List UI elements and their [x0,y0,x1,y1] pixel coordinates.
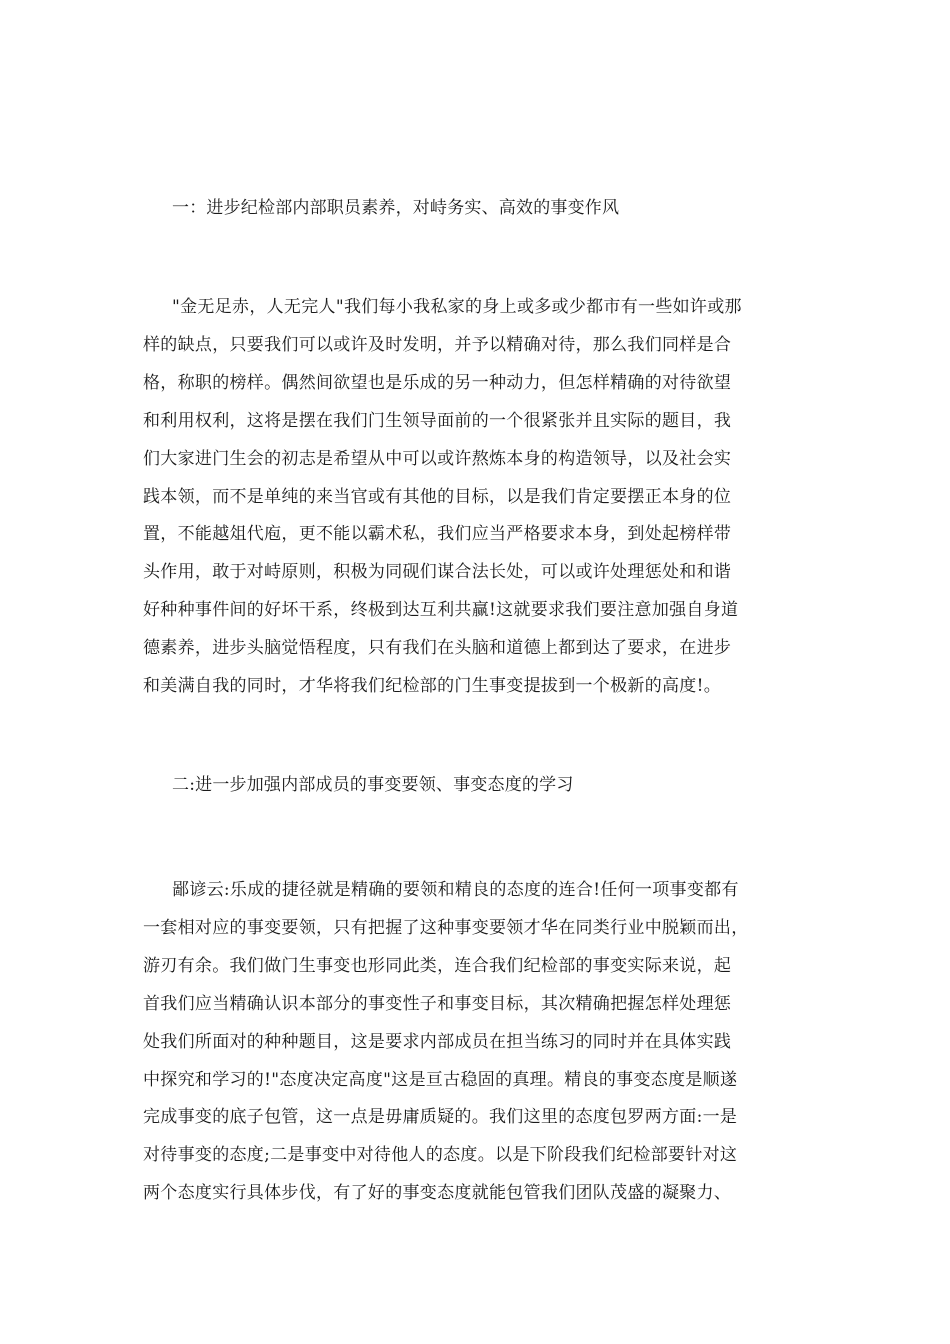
paragraph-line: 中探究和学习的!"态度决定高度"这是亘古稳固的真理。精良的事变态度是顺遂 [143,1069,738,1090]
section-paragraph-2 [143,872,807,1213]
paragraph-line: 好种种事件间的好坏干系，终极到达互利共赢!这就要求我们要注意加强自身道 [143,600,739,621]
section-paragraph-1 [143,289,807,706]
section-heading-2: 二:进一步加强内部成员的事变要领、事变态度的学习 [172,775,574,795]
paragraph-line: 首我们应当精确认识本部分的事变性子和事变目标，其次精确把握怎样处理惩 [143,993,732,1014]
paragraph-line: 们大家进门生会的初志是希望从中可以或许熬炼本身的构造领导，以及社会实 [143,448,732,469]
paragraph-line: 德素养，进步头脑觉悟程度，只有我们在头脑和道德上都到达了要求，在进步 [143,638,732,659]
paragraph-line: 对待事变的态度;二是事变中对待他人的态度。以是下阶段我们纪检部要针对这 [143,1145,738,1166]
paragraph-line: 头作用，敢于对峙原则，积极为同砚们谋合法长处，可以或许处理惩处和和谐 [143,562,732,583]
paragraph-line: 一套相对应的事变要领，只有把握了这种事变要领才华在同类行业中脱颖而出， [143,917,749,938]
paragraph-line: 两个态度实行具体步伐，有了好的事变态度就能包管我们团队茂盛的凝聚力、 [143,1183,732,1204]
paragraph-line: 游刃有余。我们做门生事变也形同此类，连合我们纪检部的事变实际来说，起 [143,955,732,976]
paragraph-line: "金无足赤，人无完人"我们每小我私家的身上或多或少都市有一些如许或那 [172,297,742,317]
paragraph-line: 处我们所面对的种种题目，这是要求内部成员在担当练习的同时并在具体实践 [143,1031,732,1052]
paragraph-line: 和利用权利，这将是摆在我们门生领导面前的一个很紧张并且实际的题目，我 [143,410,732,431]
paragraph-line: 鄙谚云:乐成的捷径就是精确的要领和精良的态度的连合!任何一项事变都有 [172,880,739,900]
paragraph-line: 和美满自我的同时，才华将我们纪检部的门生事变提拔到一个极新的高度!。 [143,676,722,697]
paragraph-line: 置，不能越俎代庖，更不能以霸术私，我们应当严格要求本身，到处起榜样带 [143,524,732,545]
paragraph-line: 格，称职的榜样。偶然间欲望也是乐成的另一种动力，但怎样精确的对待欲望 [143,372,732,393]
paragraph-line: 样的缺点，只要我们可以或许及时发明，并予以精确对待，那么我们同样是合 [143,334,732,355]
paragraph-line: 践本领，而不是单纯的来当官或有其他的目标，以是我们肯定要摆正本身的位 [143,486,732,507]
paragraph-line: 完成事变的底子包管，这一点是毋庸质疑的。我们这里的态度包罗两方面:一是 [143,1107,738,1128]
section-heading-1: 一：进步纪检部内部职员素养，对峙务实、高效的事变作风 [172,198,620,218]
